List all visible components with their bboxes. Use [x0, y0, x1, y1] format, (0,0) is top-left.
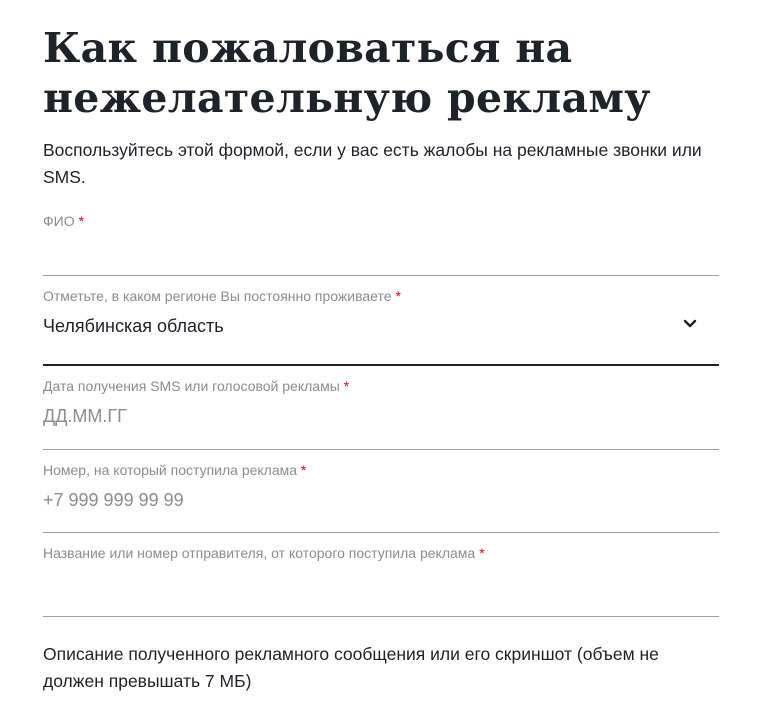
phone-field[interactable] [43, 450, 719, 533]
fio-label [43, 212, 84, 230]
page-title-line-1: Как пожаловаться на [43, 24, 573, 72]
sender-label [43, 544, 485, 562]
complaint-form-page [43, 0, 719, 695]
chevron-down-icon[interactable] [683, 319, 697, 329]
phone-label-text: Номер, на который поступила реклама [43, 462, 298, 478]
page-title [43, 0, 719, 123]
phone-input[interactable]: +7 999 999 99 99 [43, 490, 184, 510]
required-mark: * [78, 213, 85, 229]
required-mark: * [479, 545, 485, 561]
required-mark: * [343, 378, 350, 394]
required-mark: * [395, 288, 401, 304]
date-label-text: Дата получения SMS или голосовой рекламы [43, 378, 340, 394]
region-selected-value[interactable]: Челябинская область [43, 316, 224, 336]
fio-field[interactable] [43, 210, 719, 276]
page-title-line-2: нежелательную рекламу [43, 74, 651, 122]
fio-label-text: ФИО [43, 213, 75, 229]
date-label [43, 377, 349, 395]
phone-label [43, 461, 307, 479]
region-label [43, 287, 401, 305]
date-field[interactable] [43, 366, 719, 450]
region-label-text: Отметьте, в каком регионе Вы постоянно проживаете [43, 288, 392, 304]
description-label: Описание полученного рекламного сообщения или его скриншот (объем не должен превышать 7 МБ) [43, 644, 659, 691]
sender-label-text: Название или номер отправителя, от которого поступила реклама [43, 545, 476, 561]
date-input[interactable]: ДД.ММ.ГГ [43, 406, 127, 426]
region-select[interactable] [43, 276, 719, 366]
sender-field[interactable] [43, 533, 719, 617]
intro-text: Воспользуйтесь этой формой, если у вас есть жалобы на рекламные звонки или SMS. [43, 140, 702, 187]
required-mark: * [301, 462, 307, 478]
